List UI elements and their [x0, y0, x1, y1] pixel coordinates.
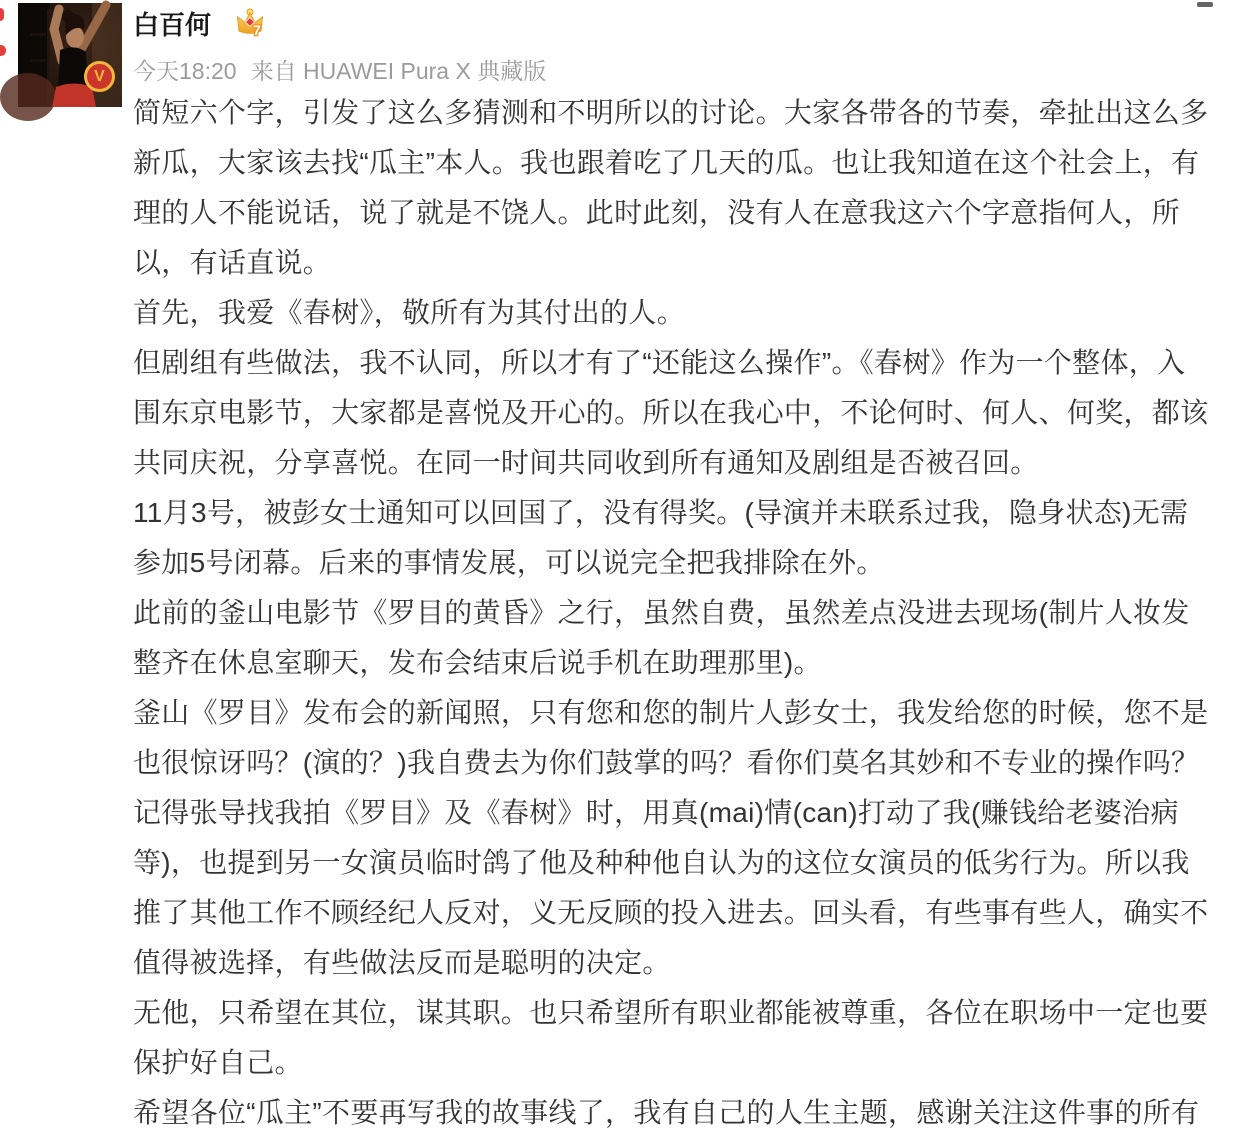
source-name: HUAWEI Pura X 典藏版 [302, 58, 547, 84]
avatar-photo [18, 3, 122, 107]
vip-crown-icon[interactable] [235, 8, 266, 38]
more-options-fragment[interactable] [1197, 2, 1213, 7]
post-paragraph: 釜山《罗目》发布会的新闻照，只有您和您的制片人彭女士，我发给您的时候，您不是也很惊讶吗？(演的？)我自费去为你们鼓掌的吗？看你们莫名其妙和不专业的操作吗？ [133, 697, 1209, 778]
crown-icon-art [235, 8, 266, 38]
username-link[interactable]: 白百何 [133, 10, 212, 40]
vip-level-number: 7 [253, 22, 261, 38]
source-prefix: 来自 [250, 58, 297, 84]
left-edge-decoration [0, 45, 6, 56]
post-source-link[interactable] [251, 58, 547, 84]
left-edge-decoration [0, 8, 4, 21]
post-paragraph: 记得张导找我拍《罗目》及《春树》时，用真(mai)情(can)打动了我(赚钱给老婆治病等)，也提到另一女演员临时鸽了他及种种他自认为的这位女演员的低劣行为。所以我推了其他工作不顾经纪人反对，义无反顾的投入进去。回头看，有些事有些人，确实不值得被选择，有些做法反而是聪明的决定。 [133, 797, 1209, 978]
post-meta [133, 56, 546, 86]
post-paragraph: 首先，我爱《春树》，敬所有为其付出的人。 [133, 297, 686, 328]
post-timestamp: 今天18:20 [133, 58, 237, 84]
post-paragraph: 简短六个字，引发了这么多猜测和不明所以的讨论。大家各带各的节奏，牵扯出这么多新瓜，大家该去找“瓜主”本人。我也跟着吃了几天的瓜。也让我知道在这个社会上，有理的人不能说话，说了就是不饶人。此时此刻，没有人在意我这六个字意指何人，所以，有话直说。 [133, 97, 1209, 278]
post-paragraph: 无他，只希望在其位，谋其职。也只希望所有职业都能被尊重，各位在职场中一定也要保护好自己。 [133, 997, 1209, 1078]
post-content [133, 88, 1213, 1138]
avatar-photo-art [18, 3, 122, 107]
user-avatar[interactable] [18, 3, 122, 107]
verified-v-icon: V [84, 61, 115, 92]
post-paragraph: 希望各位“瓜主”不要再写我的故事线了，我有自己的人生主题，感谢关注这件事的所有 [133, 1097, 1200, 1128]
post-paragraph: 但剧组有些做法，我不认同，所以才有了“还能这么操作”。《春树》作为一个整体，入围东京电影节，大家都是喜悦及开心的。所以在我心中，不论何时、何人、何奖，都该共同庆祝，分享喜悦。在同一时间共同收到所有通知及剧组是否被召回。 [133, 347, 1209, 478]
post-paragraph: 11月3号，被彭女士通知可以回国了，没有得奖。(导演并未联系过我，隐身状态)无需参加5号闭幕。后来的事情发展，可以说完全把我排除在外。 [133, 497, 1189, 578]
post-paragraph: 此前的釜山电影节《罗目的黄昏》之行，虽然自费，虽然差点没进去现场(制片人妆发整齐在休息室聊天，发布会结束后说手机在助理那里)。 [133, 597, 1190, 678]
